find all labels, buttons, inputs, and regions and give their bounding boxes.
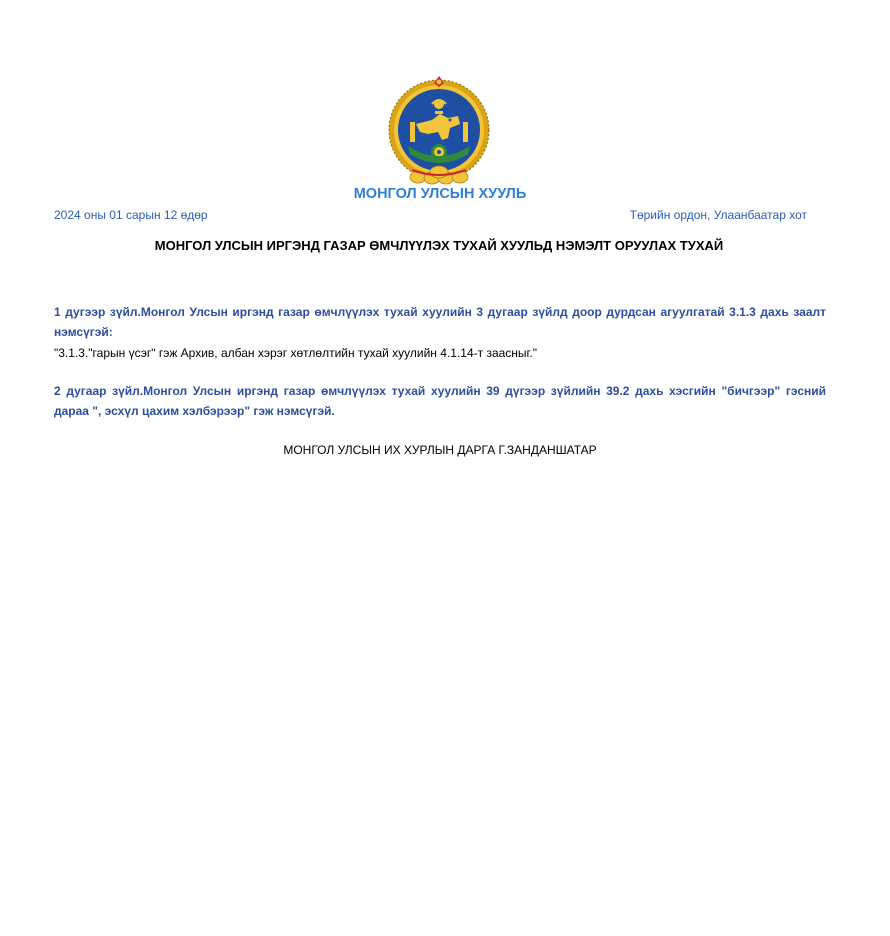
enactment-date: 2024 оны 01 сарын 12 өдөр [54, 208, 208, 222]
signature-line: МОНГОЛ УЛСЫН ИХ ХУРЛЫН ДАРГА Г.ЗАНДАНШАТАР [283, 443, 597, 457]
article-1-quote: "3.1.3."гарын үсэг" гэж Архив, албан хэрэг хөтлөлтийн тухай хуулийн 4.1.14-т заасныг." [54, 346, 538, 360]
article-2: 2 дугаар зүйл.Монгол Улсын иргэнд газар өмчлүүлэх тухай хуулийн 39 дүгээр зүйлийн 39.2 дахь хэсгийн "бичгээр" гэсний дараа ", эсхүл цахим хэлбэрээр" гэж нэмсүгэй. [54, 384, 826, 418]
law-type-heading: МОНГОЛ УЛСЫН ХУУЛЬ [353, 186, 527, 202]
enactment-place: Төрийн ордон, Улаанбаатар хот [629, 208, 807, 222]
law-title: МОНГОЛ УЛСЫН ИРГЭНД ГАЗАР ӨМЧЛҮҮЛЭХ ТУХАЙ ХУУЛЬД НЭМЭЛТ ОРУУЛАХ ТУХАЙ [154, 238, 724, 253]
state-emblem-icon [388, 74, 490, 186]
article-1: 1 дугээр зүйл.Монгол Улсын иргэнд газар өмчлүүлэх тухай хуулийн 3 дугаар зүйлд доор дурдсан агуулгатай 3.1.3 дахь заалт нэмсүгэй: [54, 305, 826, 339]
